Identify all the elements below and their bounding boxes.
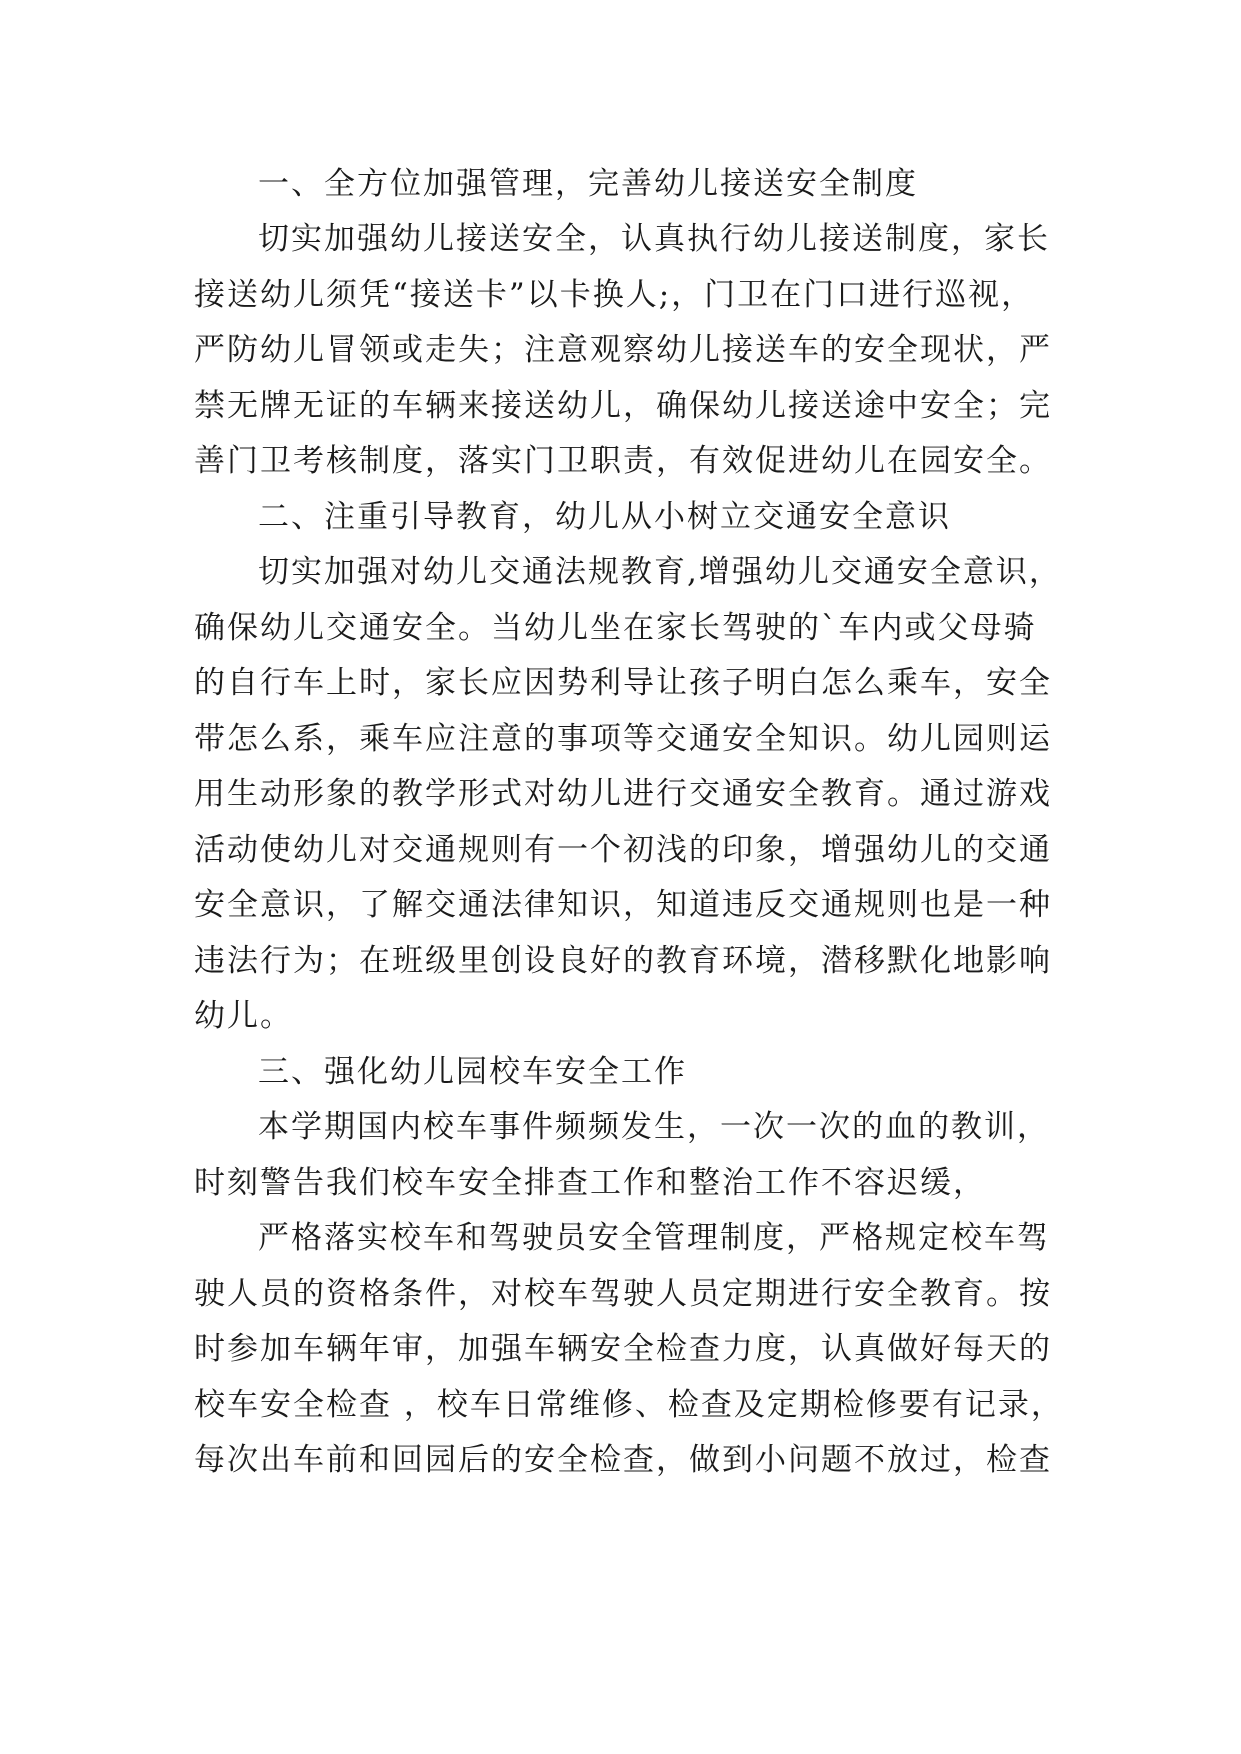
paragraph-line: 安全意识，了解交通法律知识，知道违反交通规则也是一种: [194, 887, 1052, 923]
paragraph-line: 活动使幼儿对交通规则有一个初浅的印象，增强幼儿的交通: [194, 832, 1052, 868]
paragraph-line: 校车安全检查 ，校车日常维修、检查及定期检修要有记录，: [194, 1387, 1064, 1423]
paragraph-line: 切实加强对幼儿交通法规教育,增强幼儿交通安全意识，: [258, 554, 1062, 590]
paragraph-line: 带怎么系，乘车应注意的事项等交通安全知识。幼儿园则运: [194, 721, 1052, 757]
paragraph-line: 严格落实校车和驾驶员安全管理制度，严格规定校车驾: [258, 1220, 1050, 1256]
paragraph-line: 善门卫考核制度，落实门卫职责，有效促进幼儿在园安全。: [194, 443, 1052, 479]
section-1-heading: 一、全方位加强管理，完善幼儿接送安全制度: [258, 166, 918, 202]
paragraph-line: 幼儿。: [194, 998, 293, 1034]
paragraph-line: 禁无牌无证的车辆来接送幼儿，确保幼儿接送途中安全；完: [194, 388, 1052, 424]
paragraph-line: 严防幼儿冒领或走失；注意观察幼儿接送车的安全现状，严: [194, 332, 1052, 368]
paragraph-line: 驶人员的资格条件，对校车驾驶人员定期进行安全教育。按: [194, 1276, 1052, 1312]
paragraph-line: 本学期国内校车事件频频发生，一次一次的血的教训，: [258, 1109, 1050, 1145]
paragraph-line: 切实加强幼儿接送安全，认真执行幼儿接送制度，家长: [258, 221, 1050, 257]
paragraph-line: 时刻警告我们校车安全排查工作和整治工作不容迟缓，: [194, 1165, 986, 1201]
paragraph-line: 用生动形象的教学形式对幼儿进行交通安全教育。通过游戏: [194, 776, 1052, 812]
paragraph-line: 确保幼儿交通安全。当幼儿坐在家长驾驶的`车内或父母骑: [194, 610, 1037, 646]
section-3-heading: 三、强化幼儿园校车安全工作: [258, 1054, 687, 1090]
paragraph-line: 接送幼儿须凭“接送卡”以卡换人;，门卫在门口进行巡视，: [194, 277, 1035, 313]
section-2-heading: 二、注重引导教育，幼儿从小树立交通安全意识: [258, 499, 951, 535]
paragraph-line: 时参加车辆年审，加强车辆安全检查力度，认真做好每天的: [194, 1331, 1052, 1367]
paragraph-line: 每次出车前和回园后的安全检查，做到小问题不放过，检查: [194, 1442, 1052, 1478]
paragraph-line: 的自行车上时，家长应因势利导让孩子明白怎么乘车，安全: [194, 665, 1052, 701]
paragraph-line: 违法行为；在班级里创设良好的教育环境，潜移默化地影响: [194, 943, 1052, 979]
